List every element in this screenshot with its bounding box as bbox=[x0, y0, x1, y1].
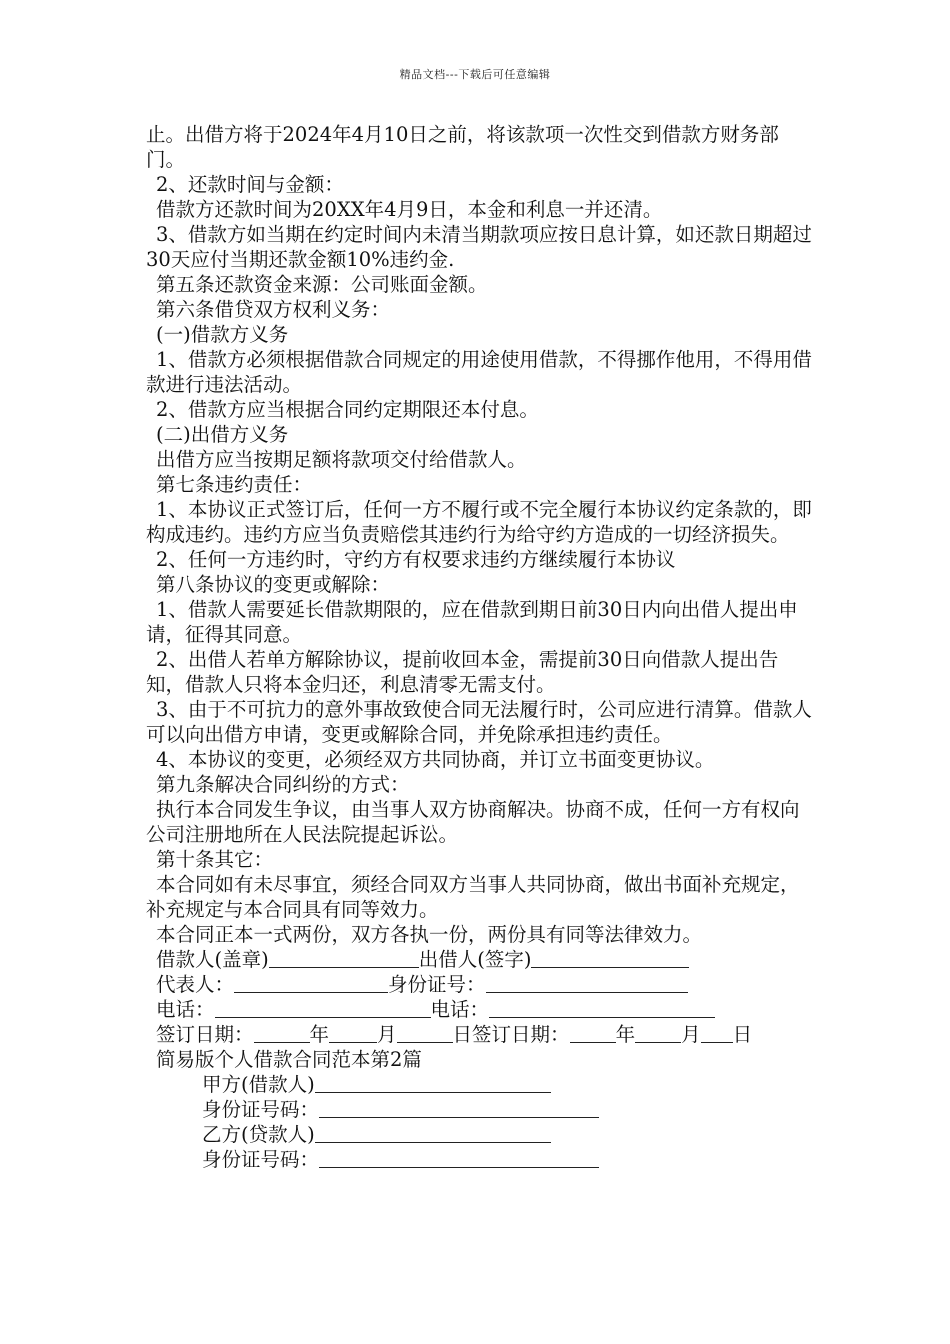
day-label-2: 日 bbox=[732, 1023, 753, 1046]
paragraph: 本合同正本一式两份，双方各执一份，两份具有同等法律效力。 bbox=[156, 923, 703, 946]
paragraph: 3、由于不可抗力的意外事故致使合同无法履行时，公司应进行清算。借款人可以向出借方申请，变更或解除合同，并免除承担违约责任。 bbox=[146, 698, 812, 746]
party-b-line bbox=[315, 1124, 551, 1143]
paragraph: 1、借款人需要延长借款期限的，应在借款到期日前30日内向出借人提出申请，征得其同意。 bbox=[146, 598, 798, 646]
second-contract-title: 简易版个人借款合同范本第2篇 bbox=[156, 1048, 422, 1071]
paragraph: 出借方应当按期足额将款项交付给借款人。 bbox=[156, 448, 527, 471]
paragraph: 2、还款时间与金额： bbox=[156, 173, 344, 196]
lender-sign-label: 出借人(签字) bbox=[418, 948, 532, 971]
signature-row-borrower bbox=[146, 947, 814, 972]
party-b-row bbox=[146, 1122, 814, 1147]
paragraph: 止。出借方将于2024年4月10日之前，将该款项一次性交到借款方财务部门。 bbox=[146, 123, 779, 171]
paragraph: 借款方还款时间为20XX年4月9日，本金和利息一并还清。 bbox=[156, 198, 663, 221]
signature-row-date bbox=[146, 1022, 814, 1047]
id-label: 身份证号： bbox=[388, 973, 486, 996]
phone-label-2: 电话： bbox=[430, 998, 490, 1021]
month-line bbox=[329, 1024, 377, 1043]
paragraph: 本合同如有未尽事宜，须经合同双方当事人共同协商，做出书面补充规定，补充规定与本合同具有同等效力。 bbox=[146, 873, 800, 921]
page-header: 精品文档---下载后可任意编辑 bbox=[399, 68, 551, 81]
paragraph: 1、本协议正式签订后，任何一方不履行或不完全履行本协议约定条款的，即构成违约。违约方应当负责赔偿其违约行为给守约方造成的一切经济损失。 bbox=[146, 498, 812, 546]
phone-line-1 bbox=[215, 999, 431, 1018]
signature-row-rep bbox=[146, 972, 814, 997]
party-b-id-label: 身份证号码： bbox=[202, 1148, 320, 1171]
year-label: 年 bbox=[309, 1023, 330, 1046]
paragraph: 1、借款方必须根据借款合同规定的用途使用借款，不得挪作他用，不得用借款进行违法活动。 bbox=[146, 348, 812, 396]
paragraph: 2、任何一方违约时，守约方有权要求违约方继续履行本协议 bbox=[156, 548, 676, 571]
signature-row-phone bbox=[146, 997, 814, 1022]
day-line-2 bbox=[701, 1024, 733, 1043]
rep-line bbox=[234, 974, 388, 993]
phone-line-2 bbox=[489, 999, 715, 1018]
date-label: 签订日期： bbox=[156, 1023, 254, 1046]
section-heading: 第五条还款资金来源：公司账面金额。 bbox=[156, 273, 488, 296]
year-label-2: 年 bbox=[615, 1023, 636, 1046]
month-label: 月 bbox=[377, 1023, 397, 1046]
month-label-2: 月 bbox=[681, 1023, 701, 1046]
year-line-2 bbox=[570, 1024, 616, 1043]
borrower-seal-line bbox=[269, 949, 419, 968]
day-date-label: 日签订日期： bbox=[452, 1023, 570, 1046]
year-line bbox=[254, 1024, 310, 1043]
section-heading: 第九条解决合同纠纷的方式： bbox=[156, 773, 410, 796]
phone-label-1: 电话： bbox=[156, 998, 215, 1021]
rep-label: 代表人： bbox=[156, 973, 235, 996]
party-b-id-line bbox=[319, 1149, 599, 1168]
party-a-id-row bbox=[146, 1097, 814, 1122]
party-a-label: 甲方(借款人) bbox=[202, 1073, 315, 1096]
party-a-line bbox=[315, 1074, 551, 1093]
paragraph: 2、出借人若单方解除协议，提前收回本金，需提前30日向借款人提出告知，借款人只将本金归还，利息清零无需支付。 bbox=[146, 648, 779, 696]
section-heading: 第六条借贷双方权利义务： bbox=[156, 298, 391, 321]
subsection-heading: (二)出借方义务 bbox=[156, 423, 289, 446]
party-a-id-label: 身份证号码： bbox=[202, 1098, 320, 1121]
paragraph: 4、本协议的变更，必须经双方共同协商，并订立书面变更协议。 bbox=[156, 748, 715, 771]
paragraph: 3、借款方如当期在约定时间内未清当期款项应按日息计算，如还款日期超过30天应付当期还款金额10%违约金. bbox=[146, 223, 812, 271]
section-heading: 第八条协议的变更或解除： bbox=[156, 573, 391, 596]
month-line-2 bbox=[635, 1024, 681, 1043]
borrower-seal-label: 借款人(盖章) bbox=[156, 948, 269, 971]
id-line bbox=[486, 974, 688, 993]
lender-sign-line bbox=[531, 949, 689, 968]
party-a-row bbox=[146, 1072, 814, 1097]
party-a-id-line bbox=[319, 1099, 599, 1118]
paragraph: 执行本合同发生争议，由当事人双方协商解决。协商不成，任何一方有权向公司注册地所在人民法院提起诉讼。 bbox=[146, 798, 800, 846]
party-b-id-row bbox=[146, 1147, 814, 1172]
party-b-label: 乙方(贷款人) bbox=[202, 1123, 315, 1146]
subsection-heading: (一)借款方义务 bbox=[156, 323, 289, 346]
paragraph: 2、借款方应当根据合同约定期限还本付息。 bbox=[156, 398, 539, 421]
document-body bbox=[146, 122, 814, 1172]
section-heading: 第十条其它： bbox=[156, 848, 274, 871]
day-line bbox=[397, 1024, 453, 1043]
section-heading: 第七条违约责任： bbox=[156, 473, 313, 496]
